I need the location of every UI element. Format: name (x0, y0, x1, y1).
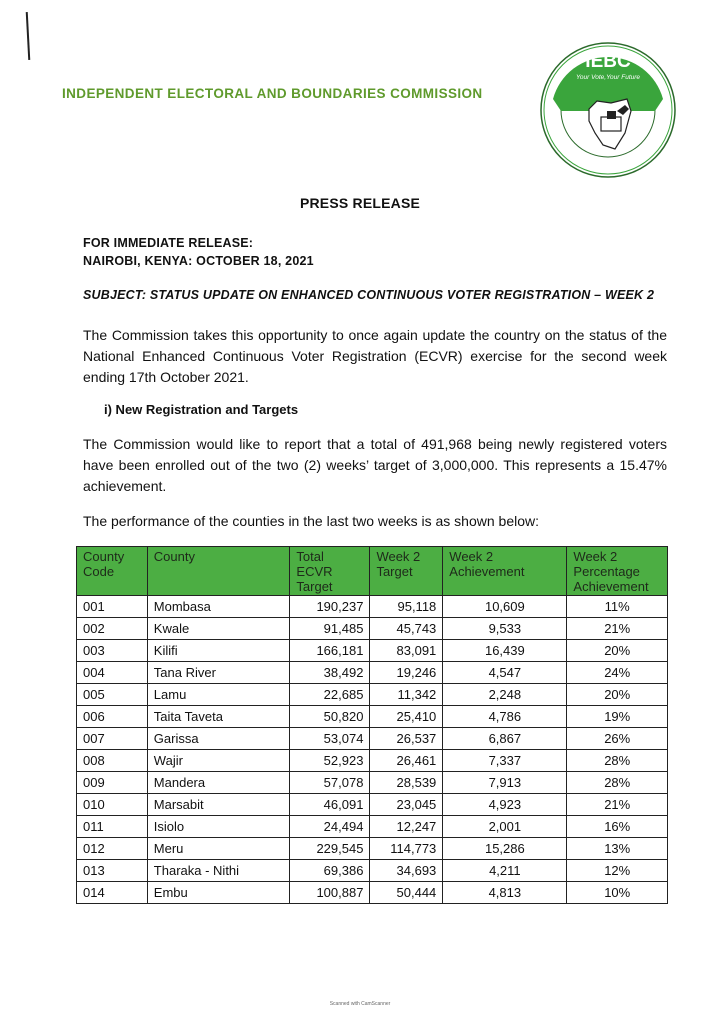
table-cell: 011 (77, 816, 148, 838)
press-release-title: PRESS RELEASE (299, 195, 421, 211)
table-cell: 013 (77, 860, 148, 882)
table-cell: 002 (77, 618, 148, 640)
table-cell: 114,773 (370, 838, 443, 860)
table-cell: 7,913 (443, 772, 567, 794)
table-header-row (77, 547, 668, 596)
table-cell: Embu (147, 882, 290, 904)
table-cell: 11% (567, 596, 668, 618)
table-cell: Kwale (147, 618, 290, 640)
section-paragraph: The Commission would like to report that a total of 491,968 being newly registered voters have been enrolled out of the two (2) weeks’ target of 3,000,000. This represents a 15.47% achievement. (83, 436, 667, 494)
column-header: County Code (77, 547, 148, 596)
table-row (77, 794, 668, 816)
table-cell: 26,461 (370, 750, 443, 772)
table-cell: 20% (567, 684, 668, 706)
table-cell: 50,820 (290, 706, 370, 728)
table-cell: 28% (567, 772, 668, 794)
table-cell: Tana River (147, 662, 290, 684)
table-cell: 20% (567, 640, 668, 662)
table-cell: 9,533 (443, 618, 567, 640)
table-cell: 95,118 (370, 596, 443, 618)
organization-name: INDEPENDENT ELECTORAL AND BOUNDARIES COMMISSION (62, 86, 483, 101)
table-cell: 50,444 (370, 882, 443, 904)
table-cell: 19% (567, 706, 668, 728)
table-cell: Kilifi (147, 640, 290, 662)
table-cell: 22,685 (290, 684, 370, 706)
table-cell: Garissa (147, 728, 290, 750)
table-cell: 46,091 (290, 794, 370, 816)
table-cell: Wajir (147, 750, 290, 772)
table-cell: 014 (77, 882, 148, 904)
table-cell: 10% (567, 882, 668, 904)
table-row (77, 882, 668, 904)
table-cell: 28% (567, 750, 668, 772)
table-cell: 38,492 (290, 662, 370, 684)
column-header: County (147, 547, 290, 596)
table-cell: Marsabit (147, 794, 290, 816)
table-cell: 2,001 (443, 816, 567, 838)
release-label: FOR IMMEDIATE RELEASE: (83, 236, 254, 250)
table-cell: 23,045 (370, 794, 443, 816)
table-cell: 190,237 (290, 596, 370, 618)
table-cell: 16,439 (443, 640, 567, 662)
table-cell: Mandera (147, 772, 290, 794)
table-cell: 52,923 (290, 750, 370, 772)
table-cell: 12,247 (370, 816, 443, 838)
table-cell: 34,693 (370, 860, 443, 882)
table-row (77, 596, 668, 618)
table-cell: 4,547 (443, 662, 567, 684)
table-row (77, 838, 668, 860)
county-performance-table (76, 546, 668, 904)
table-cell: 004 (77, 662, 148, 684)
table-cell: 12% (567, 860, 668, 882)
table-cell: 006 (77, 706, 148, 728)
table-cell: 10,609 (443, 596, 567, 618)
margin-pen-mark (26, 12, 31, 60)
table-cell: 91,485 (290, 618, 370, 640)
table-cell: 4,786 (443, 706, 567, 728)
iebc-logo (539, 41, 677, 179)
subject-line: SUBJECT: STATUS UPDATE ON ENHANCED CONTINUOUS VOTER REGISTRATION – WEEK 2 (83, 288, 655, 302)
table-cell: 26% (567, 728, 668, 750)
table-cell: Isiolo (147, 816, 290, 838)
table-cell: 166,181 (290, 640, 370, 662)
table-cell: Meru (147, 838, 290, 860)
table-cell: 21% (567, 794, 668, 816)
table-cell: 4,813 (443, 882, 567, 904)
section-heading: i) New Registration and Targets (104, 402, 299, 417)
table-row (77, 750, 668, 772)
dateline: NAIROBI, KENYA: OCTOBER 18, 2021 (83, 254, 314, 268)
table-cell: 28,539 (370, 772, 443, 794)
intro-paragraph: The Commission takes this opportunity to once again update the country on the status of the National Enhanced Continuous Voter Registration (ECVR) exercise for the second week ending 17th October 2021. (83, 327, 667, 385)
table-cell: 010 (77, 794, 148, 816)
table-cell: 009 (77, 772, 148, 794)
table-cell: 229,545 (290, 838, 370, 860)
table-cell: 008 (77, 750, 148, 772)
table-cell: 21% (567, 618, 668, 640)
table-cell: 57,078 (290, 772, 370, 794)
table-row (77, 816, 668, 838)
table-cell: 45,743 (370, 618, 443, 640)
table-cell: Tharaka - Nithi (147, 860, 290, 882)
table-cell: 13% (567, 838, 668, 860)
table-row (77, 640, 668, 662)
table-cell: 003 (77, 640, 148, 662)
table-row (77, 662, 668, 684)
table-cell: 26,537 (370, 728, 443, 750)
table-cell: 53,074 (290, 728, 370, 750)
table-row (77, 706, 668, 728)
table-row (77, 728, 668, 750)
column-header: Week 2 Target (370, 547, 443, 596)
table-cell: 69,386 (290, 860, 370, 882)
logo-acronym: IEBC (585, 51, 631, 72)
table-intro: The performance of the counties in the last two weeks is as shown below: (83, 513, 540, 529)
column-header: Week 2 Achievement (443, 547, 567, 596)
table-cell: 012 (77, 838, 148, 860)
table-cell: 005 (77, 684, 148, 706)
table-cell: Taita Taveta (147, 706, 290, 728)
column-header: Total ECVR Target (290, 547, 370, 596)
table-cell: 007 (77, 728, 148, 750)
table-body (77, 596, 668, 904)
table-cell: 100,887 (290, 882, 370, 904)
table-row (77, 684, 668, 706)
table-cell: 24% (567, 662, 668, 684)
table-cell: 6,867 (443, 728, 567, 750)
table-row (77, 618, 668, 640)
table-cell: 001 (77, 596, 148, 618)
scan-watermark: Scanned with CamScanner (329, 1001, 391, 1007)
logo-tagline: Your Vote,Your Future (575, 74, 641, 81)
table-cell: 15,286 (443, 838, 567, 860)
table-cell: 4,923 (443, 794, 567, 816)
table-cell: 25,410 (370, 706, 443, 728)
table-cell: 7,337 (443, 750, 567, 772)
column-header: Week 2 Percentage Achievement (567, 547, 668, 596)
table-cell: 24,494 (290, 816, 370, 838)
table-cell: Mombasa (147, 596, 290, 618)
table-cell: 16% (567, 816, 668, 838)
table-row (77, 860, 668, 882)
table-cell: 11,342 (370, 684, 443, 706)
table-cell: 2,248 (443, 684, 567, 706)
table-row (77, 772, 668, 794)
table-cell: 4,211 (443, 860, 567, 882)
table-cell: Lamu (147, 684, 290, 706)
table-cell: 83,091 (370, 640, 443, 662)
table-cell: 19,246 (370, 662, 443, 684)
